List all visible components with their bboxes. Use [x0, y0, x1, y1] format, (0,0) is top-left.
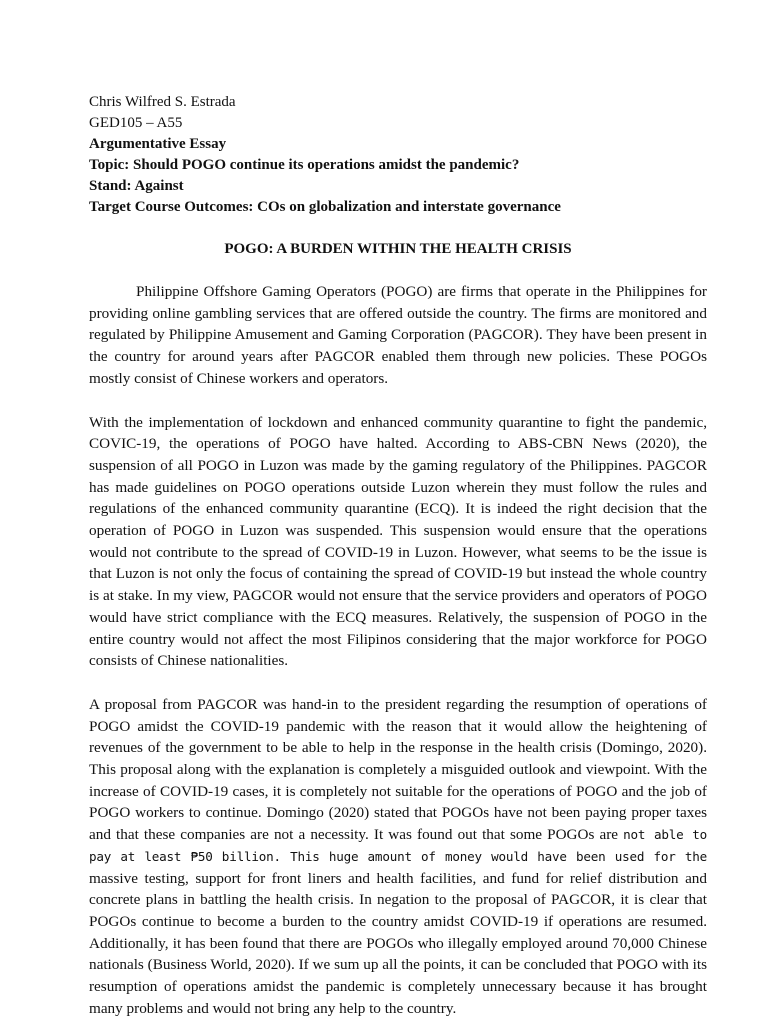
paragraph-body-2-part-b: massive testing, support for front liners and health facilities, and fund for relief distribution and concrete plans in battling the health crisis. In negation to the proposal of PAGCOR, it is clear that POGOs continue to become a burden to the country amidst COVID-19 if operations are resumed. Additionally, it has been found that there are POGOs who illegally employed around 70,000 Chinese nationals (Business World, 2020). If we sum up all the points, it can be concluded that POGO with its resumption of operations amidst the pandemic is completely unnecessary because it has brought many problems and would not bring any help to the country.	[89, 869, 707, 1017]
essay-title: POGO: A BURDEN WITHIN THE HEALTH CRISIS	[224, 241, 572, 257]
paragraph-body-1: With the implementation of lockdown and enhanced community quarantine to fight the pandemic, COVIC-19, the operations of POGO have halted. According to ABS-CBN News (2020), the suspension of all POGO in Luzon was made by the gaming regulatory of the Philippines. PAGCOR has made guidelines on POGO operations outside Luzon wherein they must follow the rules and regulations of the enhanced community quarantine (ECQ). It is indeed the right decision that the operation of POGO in Luzon was suspended. This suspension would ensure that the operations would not contribute to the spread of COVID-19 in Luzon. However, what seems to be the issue is that Luzon is not only the focus of containing the spread of COVID-19 but instead the whole country is at stake. In my view, PAGCOR would not ensure that the service providers and operators of POGO would have strict compliance with the ECQ measures. Relatively, the suspension of POGO in the entire country would not affect the most Filipinos considering that the major workforce for POGO consists of Chinese nationalities.	[89, 413, 707, 670]
paragraph-body-2-mono-line: not able to pay at least ₱50 billion. This huge amount of money would have been used for the	[89, 827, 707, 864]
paragraph-body-2-part-a: A proposal from PAGCOR was hand-in to the president regarding the resumption of operations of POGO amidst the COVID-19 pandemic with the reason that it would allow the heightening of revenues of the government to be able to help in the response in the health crisis (Domingo, 2020). This proposal along with the explanation is completely a misguided outlook and viewpoint. With the increase of COVID-19 cases, it is completely not suitable for the operations of POGO and the job of POGO workers to continue. Domingo (2020) stated that POGOs have not been paying proper taxes and that these companies are not a necessity. It was found out that some POGOs are	[89, 695, 707, 844]
essay-type: Argumentative Essay	[89, 136, 227, 152]
course-outcomes: Target Course Outcomes: COs on globalization and interstate governance	[89, 199, 561, 215]
essay-topic: Topic: Should POGO continue its operations amidst the pandemic?	[89, 157, 520, 173]
paragraph-body-2	[89, 694, 707, 1020]
paragraph-intro: Philippine Offshore Gaming Operators (POGO) are firms that operate in the Philippines for providing online gambling services that are offered outside the country. The firms are monitored and regulated by Philippine Amusement and Gaming Corporation (PAGCOR). They have been present in the country for around years after PAGCOR enabled them through new policies. These POGOs mostly consist of Chinese workers and operators.	[89, 283, 707, 387]
essay-stand: Stand: Against	[89, 178, 184, 194]
course-code: GED105 – A55	[89, 115, 183, 131]
author-name: Chris Wilfred S. Estrada	[89, 94, 236, 110]
essay-page	[89, 92, 707, 1020]
